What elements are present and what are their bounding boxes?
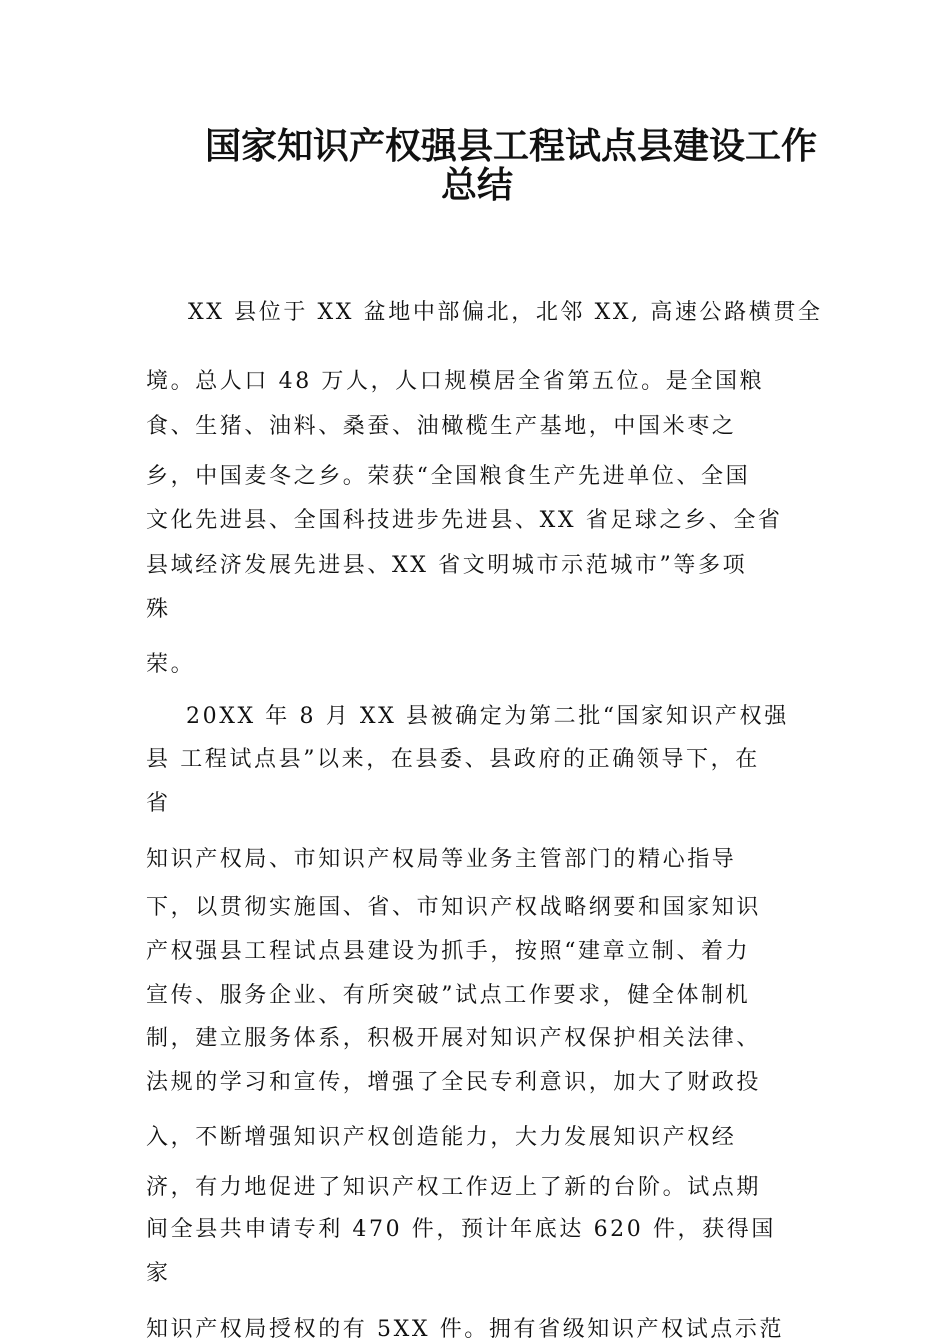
paragraph-line: 入，不断增强知识产权创造能力，大力发展知识产权经 [146,1125,737,1150]
paragraph-line: 知识产权局、市知识产权局等业务主管部门的精心指导 [146,847,737,872]
paragraph-line: 县 工程试点县”以来，在县委、县政府的正确领导下，在 [146,747,760,772]
paragraph-line: 下，以贯彻实施国、省、市知识产权战略纲要和国家知识 [146,895,762,920]
paragraph-line: 食、生猪、油料、桑蚕、油橄榄生产基地，中国米枣之 [146,414,737,439]
paragraph-line: 县域经济发展先进县、XX 省文明城市示范城市”等多项 [146,553,748,578]
paragraph-line: 产权强县工程试点县建设为抓手，按照“建章立制、着力 [146,939,751,964]
paragraph-line: XX 县位于 XX 盆地中部偏北，北邻 XX, 高速公路横贯全 [188,300,823,325]
paragraph-line: 文化先进县、全国科技进步先进县、XX 省足球之乡、全省 [146,508,783,533]
paragraph-line: 间全县共申请专利 470 件，预计年底达 620 件，获得国 [146,1217,776,1242]
document-title-line-1: 国家知识产权强县工程试点县建设工作 [205,125,818,167]
paragraph-line: 济，有力地促进了知识产权工作迈上了新的台阶。试点期 [146,1175,762,1200]
paragraph-line: 省 [146,791,171,816]
paragraph-line: 家 [146,1261,171,1286]
paragraph-line: 20XX 年 8 月 XX 县被确定为第二批“国家知识产权强 [186,704,789,729]
paragraph-line: 知识产权局授权的有 5XX 件。拥有省级知识产权试点示范 [146,1317,785,1342]
paragraph-line: 宣传、服务企业、有所突破”试点工作要求，健全体制机 [146,983,751,1008]
paragraph-line: 殊 [146,597,171,622]
paragraph-line: 境。总人口 48 万人，人口规模居全省第五位。是全国粮 [146,369,765,394]
paragraph-line: 荣。 [146,652,196,677]
paragraph-line: 制，建立服务体系，积极开展对知识产权保护相关法律、 [146,1026,762,1051]
document-title-line-2: 总结 [441,164,514,206]
paragraph-line: 乡，中国麦冬之乡。荣获“全国粮食生产先进单位、全国 [146,464,751,489]
paragraph-line: 法规的学习和宣传，增强了全民专利意识，加大了财政投 [146,1070,762,1095]
